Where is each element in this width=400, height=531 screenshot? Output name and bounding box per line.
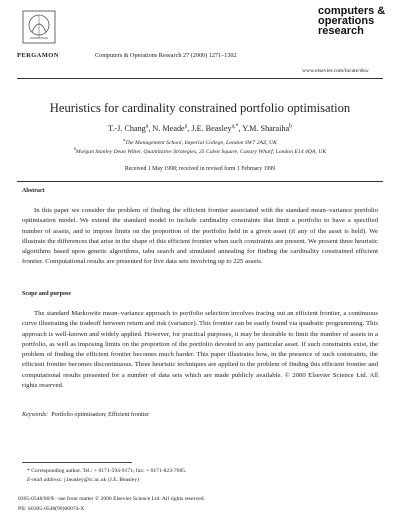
scope-text: The standard Markowitz mean–variance approach to portfolio selection involves tracing out an efficient frontier, a continuous curve illustrating the tradeoff between return and risk (variance). This frontier can be easily found via quadratic programming. This approach is well-known and widely applied. However, for practical purposes, it may be desirable to limit the number of assets in a portfolio, as well as imposing limits on the proportion of the portfolio devoted to any particular asset. If such constraints exist, the problem of finding the efficient frontier becomes much harder. This paper illustrates how, in the presence of such constraints, the efficient frontier becomes discontinuous. Three heuristic techniques are applied to the problem of finding this efficient frontier and computational results presented for a number of data sets which are made publicly available. © 2000 Elsevier Science Ltd. All rights reserved. bbox=[22, 310, 378, 390]
affiliation-mark: b bbox=[73, 146, 76, 152]
copyright-line: 0305-0548/00/$ - see front matter © 2000 Elsevier Science Ltd. All rights reserved. bbox=[18, 496, 205, 502]
keywords-text: Portfolio optimisation; Efficient frontier bbox=[51, 412, 150, 418]
abstract-text: In this paper we consider the problem of finding the efficient frontier associated with the standard mean–variance portfolio optimisation model. We extend the standard model to include cardinality constraints that limit a portfolio to have a specified number of assets, and to impose limits on the proportion of the portfolio held in a given asset (if any of the asset is held). We illustrate the differences that arise in the shape of this efficient frontier when such constraints are present. We present three heuristic algorithms based upon genetic algorithms, tabu search and simulated annealing for finding the cardinality constrained efficient frontier. Computational results are presented for five data sets involving up to 225 assets. bbox=[22, 207, 378, 266]
author-list bbox=[0, 124, 400, 133]
author-affil-mark: a,* bbox=[231, 123, 239, 130]
abstract-heading: Abstract bbox=[22, 188, 45, 194]
author-name: T.-J. Chang bbox=[107, 124, 146, 133]
journal-brand bbox=[318, 6, 388, 36]
brand-line-3: research bbox=[318, 25, 364, 37]
email-note bbox=[27, 476, 139, 484]
title-divider bbox=[17, 181, 383, 182]
keywords-label: Keywords: bbox=[22, 412, 49, 418]
header-divider bbox=[17, 78, 383, 79]
author-affil-mark: a bbox=[184, 123, 188, 130]
email-label: E-mail address: bbox=[27, 477, 63, 483]
scope-heading: Scope and purpose bbox=[22, 291, 72, 297]
affiliation-a: $^a$The Management School, Imperial College, London SW7 2AZ, UK bbox=[123, 137, 277, 146]
email-link[interactable]: j.beasley@ic.ac.uk (J.E. Beasley) bbox=[62, 477, 139, 483]
author-affil-mark: a bbox=[145, 123, 149, 130]
brand-line-1: computers & bbox=[318, 5, 386, 17]
author-affil-mark: b bbox=[289, 123, 293, 130]
corresponding-author-note: * Corresponding author. Tel.: + 0171-594-9171; fax: + 0171-823-7685. bbox=[27, 468, 187, 474]
received-dates: Received 1 May 1998; received in revised form 1 February 1999 bbox=[124, 166, 276, 172]
affiliation-b: $^b$Morgan Stanley Dean Witter, Quantitative Strategies, 25 Cabot Square, Canary Wharf, London E14 4QA, UK bbox=[73, 146, 327, 155]
pii-line: PII: S0305-0548(99)00074-X bbox=[18, 506, 85, 512]
footnote-rule bbox=[22, 462, 132, 463]
keywords bbox=[22, 412, 149, 418]
affiliation-mark: a bbox=[123, 137, 126, 143]
journal-citation: Computers & Operations Research 27 (2000) 1271–1302 bbox=[95, 52, 237, 59]
publisher-name: PERGAMON bbox=[17, 52, 59, 59]
author-name: , N. Meade bbox=[148, 124, 185, 133]
journal-url: www.elsevier.com/locate/dsw bbox=[302, 68, 369, 74]
author-name: , Y.M. Sharaiha bbox=[238, 124, 290, 133]
brand-line-2: operations bbox=[318, 15, 375, 27]
author-name: , J.E. Beasley bbox=[187, 124, 232, 133]
paper-title: Heuristics for cardinality constrained portfolio optimisation bbox=[49, 101, 351, 115]
publisher-logo-icon bbox=[22, 10, 56, 44]
